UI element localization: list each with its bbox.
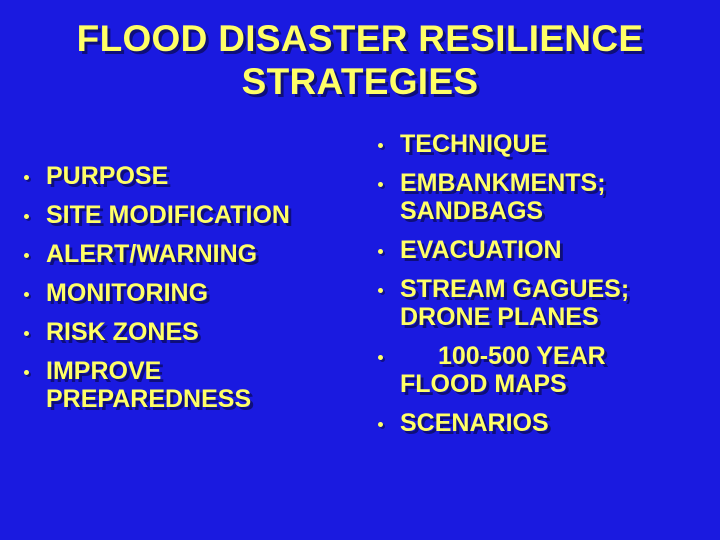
bullet-text: SITE MODIFICATION [46,201,290,229]
bullet-dot-icon [24,292,29,297]
list-item [14,318,360,346]
bullet-text-line2: DRONE PLANES [400,303,599,331]
bullet-dot-icon [24,370,29,375]
bullet-text: ALERT/WARNING [46,240,258,268]
bullet-dot-icon [378,422,383,427]
list-item [368,169,720,225]
list-item [14,357,360,413]
bullet-text: MONITORING [46,279,209,307]
bullet-text: EVACUATION [400,236,562,264]
list-item [368,409,720,437]
right-column [360,130,720,448]
bullet-text: 100-500 YEAR [438,342,606,370]
slide-body [0,130,720,448]
bullet-dot-icon [378,249,383,254]
bullet-dot-icon [378,143,383,148]
bullet-text: STREAM GAGUES; [400,275,630,303]
bullet-dot-icon [378,355,383,360]
bullet-dot-icon [24,175,29,180]
bullet-text-line2: SANDBAGS [400,197,544,225]
list-item [368,275,720,331]
list-item [14,240,360,268]
list-item [14,162,360,190]
bullet-text: RISK ZONES [46,318,199,346]
bullet-text-line2: PREPAREDNESS [46,385,252,413]
slide-title: FLOOD DISASTER RESILIENCE STRATEGIES [76,18,644,102]
list-item [14,201,360,229]
right-bullet-list [368,130,720,437]
left-bullet-list [14,162,360,413]
list-item [368,236,720,264]
bullet-text: PURPOSE [46,162,169,190]
list-item [368,342,720,398]
bullet-dot-icon [24,253,29,258]
list-item [14,279,360,307]
bullet-text: SCENARIOS [400,409,549,437]
bullet-dot-icon [24,331,29,336]
bullet-dot-icon [24,214,29,219]
bullet-text-line2: FLOOD MAPS [400,370,567,398]
bullet-dot-icon [378,182,383,187]
bullet-dot-icon [378,288,383,293]
bullet-text: IMPROVE [46,357,162,385]
left-column [0,130,360,424]
bullet-text: TECHNIQUE [400,130,548,158]
bullet-text: EMBANKMENTS; [400,169,606,197]
list-item [368,130,720,158]
